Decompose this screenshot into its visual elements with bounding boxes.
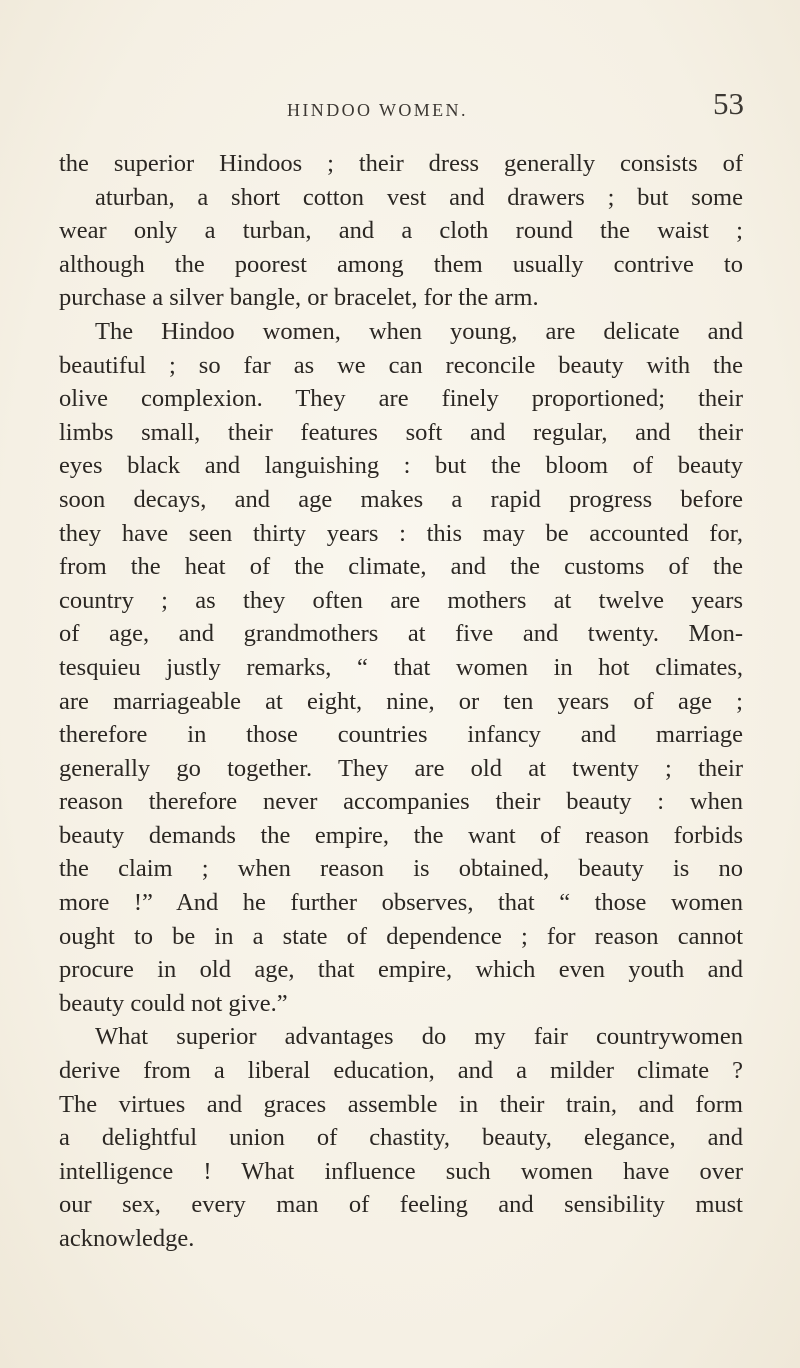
text-line: the superior Hindoos ; their dress generally consists of bbox=[59, 150, 743, 177]
text-line: a delightful union of chastity, beauty, elegance, and bbox=[59, 1124, 743, 1152]
text-line: country ; as they often are mothers at twelve years bbox=[59, 586, 743, 614]
text-line: reason therefore never accompanies their beauty : when bbox=[59, 788, 743, 816]
text-line: generally go together. They are old at twenty ; their bbox=[59, 754, 743, 782]
text-line: beauty demands the empire, the want of reason forbids bbox=[59, 821, 743, 849]
text-line: What superior advantages do my fair countrywomen bbox=[95, 1023, 743, 1051]
text-line: soon decays, and age makes a rapid progress before bbox=[59, 485, 743, 513]
text-line: of age, and grandmothers at five and twenty. Mon- bbox=[59, 620, 743, 648]
text-line: the claim ; when reason is obtained, beauty is no bbox=[59, 855, 743, 883]
text-line: therefore in those countries infancy and marriage bbox=[59, 721, 743, 749]
text-line: purchase a silver bangle, or bracelet, for the arm. bbox=[59, 284, 539, 312]
text-line: they have seen thirty years : this may be accounted for, bbox=[59, 519, 743, 547]
text-line: beautiful ; so far as we can reconcile beauty with the bbox=[59, 351, 743, 379]
text-line: are marriageable at eight, nine, or ten years of age ; bbox=[59, 687, 743, 715]
text-line: intelligence ! What influence such women have over bbox=[59, 1157, 743, 1185]
running-head: HINDOO WOMEN. bbox=[287, 100, 468, 120]
text-line: our sex, every man of feeling and sensibility must bbox=[59, 1191, 743, 1219]
text-line: tesquieu justly remarks, “ that women in hot climates, bbox=[59, 653, 743, 681]
page-number: 53 bbox=[713, 86, 744, 121]
text-line: although the poorest among them usually contrive to bbox=[59, 250, 743, 278]
text-line: The Hindoo women, when young, are delicate and bbox=[95, 317, 743, 345]
text-line: olive complexion. They are finely proportioned; their bbox=[59, 385, 743, 413]
text-line: ought to be in a state of dependence ; for reason cannot bbox=[59, 922, 743, 950]
text-line: procure in old age, that empire, which even youth and bbox=[59, 956, 743, 984]
body-text bbox=[59, 147, 743, 1256]
text-line: eyes black and languishing : but the bloom of beauty bbox=[59, 452, 743, 480]
text-line: more !” And he further observes, that “ those women bbox=[59, 889, 743, 917]
text-line: aturban, a short cotton vest and drawers ; but some bbox=[95, 183, 743, 211]
text-line: from the heat of the climate, and the customs of the bbox=[59, 553, 743, 581]
text-line: limbs small, their features soft and regular, and their bbox=[59, 418, 743, 446]
text-line: acknowledge. bbox=[59, 1225, 195, 1252]
text-line: The virtues and graces assemble in their train, and form bbox=[59, 1090, 743, 1118]
text-line: beauty could not give.” bbox=[59, 989, 288, 1017]
text-line: wear only a turban, and a cloth round the waist ; bbox=[59, 217, 743, 245]
text-line: derive from a liberal education, and a milder climate ? bbox=[59, 1057, 743, 1085]
